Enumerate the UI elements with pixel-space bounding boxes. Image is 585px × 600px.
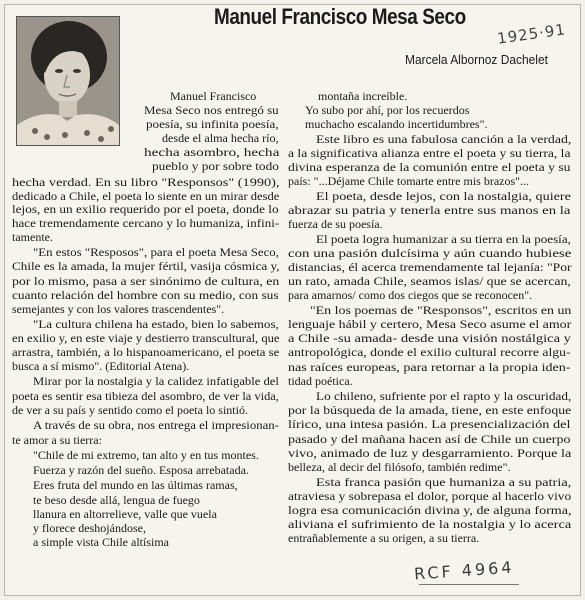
handwritten-call-number: RCF 4964 xyxy=(413,557,516,584)
left_column-line: a simple vista Chile altísima xyxy=(33,535,169,549)
left_column-line: A través de su obra, nos entrega el impresionan- xyxy=(33,418,279,432)
article-author: Marcela Albornoz Dachelet xyxy=(405,52,548,67)
right_column-line: lírico, una intesa pasión. La presencialización del xyxy=(288,417,571,431)
left_column-line: en exilio y, en este viaje y destierro transcultural, que xyxy=(12,331,280,345)
left_column-line: pueblo y por sobre todo xyxy=(152,159,279,173)
left_column-line: hace tremendamente cercano y lo humaniza, infini- xyxy=(12,216,280,230)
left_column-line: busca a sí mismo". (Editorial Atena). xyxy=(12,359,190,373)
left_column-line: Chile es la amada, la mujer fértil, vasija cósmica y, xyxy=(12,259,280,273)
left_column-line: te amor a su tierra: xyxy=(12,433,102,447)
right_column-line: tidad poética. xyxy=(288,374,353,388)
left_column-line: desde el alma hecha río, xyxy=(162,131,279,145)
left_column-line: dedicado a Chile, el poeta lo siente en un mirar desde xyxy=(12,189,280,203)
left_column-line: por lo mismo, pasa a ser sinónimo de cultura, en xyxy=(12,274,280,288)
right_column-line: muchacho escalando incertidumbres". xyxy=(305,117,488,131)
left_column-line: tamente. xyxy=(12,230,53,244)
right_column-line: El poeta logra humanizar a su tierra en la poesía, xyxy=(316,232,571,246)
right_column-line: país: "...Déjame Chile tomarte entre mis brazos"... xyxy=(288,174,530,188)
article-title: Manuel Francisco Mesa Seco xyxy=(214,4,466,29)
left_column-line: poeta es sentir esa tibieza del asombro, de ver la vida, xyxy=(12,389,279,403)
left_column-line: Eres fruta del mundo en las últimas ramas, xyxy=(33,478,238,492)
left_column-line: cuanto relación del hombre con su medio, con sus xyxy=(12,288,279,302)
right_column-line: El poeta, desde lejos, con la nostalgia, quiere xyxy=(316,189,571,203)
left_column-line: Manuel Francisco xyxy=(170,89,257,103)
right_column-line: para amarnos/ como dos ciegos que se reconocen". xyxy=(288,288,533,302)
right_column-line: abrazar su patria y tenerla entre sus manos en la xyxy=(288,203,571,217)
left_column-line: de ver a su país y sentido como el poeta lo sintió. xyxy=(12,403,248,417)
left_column-line: poesía, su infinita poesía, xyxy=(146,117,279,131)
right_column-line: belleza, al decir del filósofo, también redime". xyxy=(288,460,511,474)
left_column-line: arrastra, también, a lo hispanoamericano, el poeta se xyxy=(12,345,280,359)
right_column-line: "En los poemas de "Responsos", escritos en un xyxy=(310,303,572,317)
left_column-line: lejos, en un exilio requerido por el poeta, donde lo xyxy=(12,202,279,216)
left_column-line: Mirar por la nostalgia y la calidez infatigable del xyxy=(33,374,279,388)
right_column-line: Esta franca pasión que humaniza a su patria, xyxy=(316,475,572,489)
right_column-line: vivo, animado de luz y desgarramiento. Porque la xyxy=(288,446,572,460)
left_column-line: te beso desde allá, lengua de fuego xyxy=(33,493,200,507)
right_column-line: divina esperanza de la comunión entre el poeta y su xyxy=(288,160,571,174)
left_column-line: Fuerza y razón del sueño. Esposa arrebatada. xyxy=(33,463,249,477)
right_column-line: antropológica, donde el exilio cultural recorre algu- xyxy=(288,345,571,359)
handwritten-date: 1925·91 xyxy=(496,20,567,48)
right_column-line: lenguaje hábil y certero, Mesa Seco asume el amor xyxy=(288,317,572,331)
right_column-line: distancias, él acerca tremendamente tal lejanía: "Por xyxy=(288,260,572,274)
right_column-line: con una pasión dulcísima y aún cuando hubiese xyxy=(288,246,572,260)
right_column-line: logra esa comunicación divina y, de alguna forma, xyxy=(288,503,572,517)
left_column-line: llanura en altorrelieve, valle que vuela xyxy=(33,507,217,521)
right_column-line: a la significativa alianza entre el poeta y su tierra, la xyxy=(288,146,571,160)
left_column-line: hecha asombro, hecha xyxy=(144,145,280,159)
left_column-line: y florece deshojándose, xyxy=(33,521,146,535)
left_column-line: semejantes y con los valores trascendentes". xyxy=(12,302,225,316)
left_column-line: Mesa Seco nos entregó su xyxy=(144,103,279,117)
author-photo xyxy=(16,16,120,146)
right_column-line: montaña increíble. xyxy=(318,89,408,103)
right_column-line: por la búsqueda de la amada, tiene, en este enfoque xyxy=(288,403,572,417)
right_column-line: atraviesa y sobrepasa el dolor, porque al hacerlo vivo xyxy=(288,489,572,503)
handwritten-underline xyxy=(419,584,519,585)
right_column-line: pasado y del mañana hacen así de Chile un cuerpo xyxy=(288,432,571,446)
right_column-line: Yo subo por ahí, por los recuerdos xyxy=(305,103,470,117)
left_column-line: hecha verdad. En su libro "Responsos" (1990), xyxy=(12,175,280,189)
left_column-line: "Chile de mi extremo, tan alto y en tus montes. xyxy=(33,448,259,462)
right_column-line: Este libro es una fabulosa canción a la verdad, xyxy=(316,132,572,146)
right_column-line: a Chile -su amada- desde una visión nostálgica y xyxy=(288,331,571,345)
right_column-line: un rato, amada Chile, seamos islas/ que se acercan, xyxy=(288,274,571,288)
right_column-line: aliviana el sufrimiento de la nostalgia y lo acerca xyxy=(288,517,572,531)
left_column-line: "La cultura chilena ha estado, bien lo sabemos, xyxy=(33,317,279,331)
right_column-line: entrañablemente a su origen, a su tierra. xyxy=(288,531,480,545)
right_column-line: nas raíces europeas, para retornar a la propia iden- xyxy=(288,360,571,374)
right_column-line: fuerza de su poesía. xyxy=(288,217,383,231)
right_column-line: Lo chileno, sufriente por el rapto y la oscuridad, xyxy=(316,389,572,403)
left_column-line: "En estos "Resposos", para el poeta Mesa Seco, xyxy=(33,245,279,259)
